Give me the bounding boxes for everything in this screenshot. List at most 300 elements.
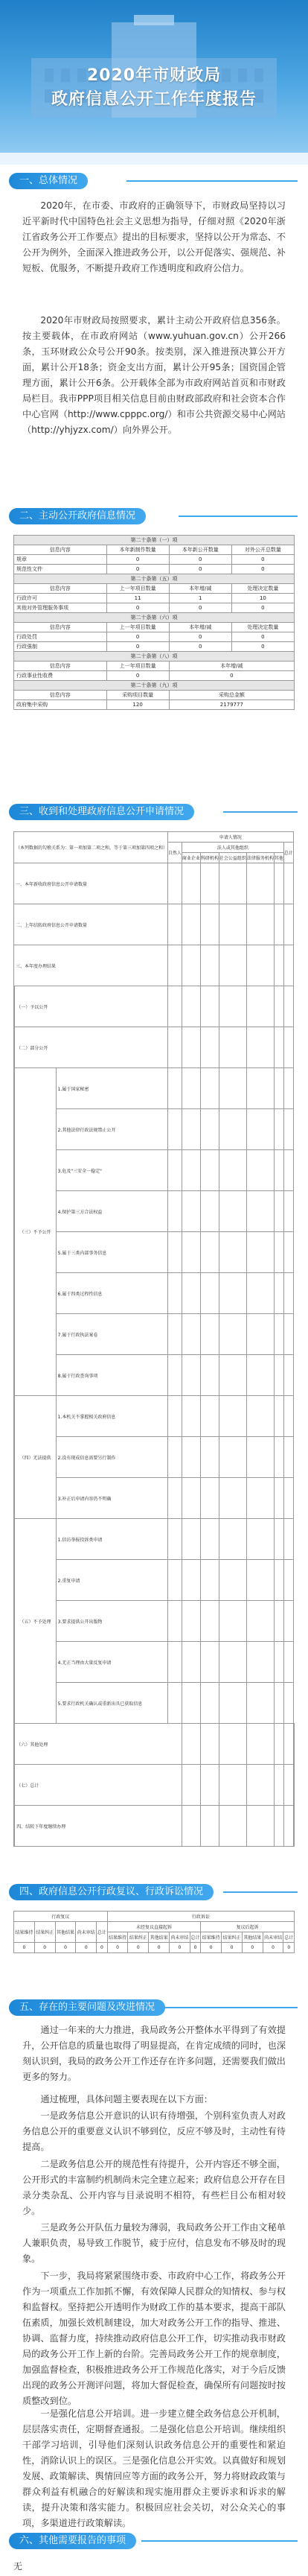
table-cell	[219, 1519, 246, 1560]
table-cell	[200, 1150, 219, 1191]
table-col-header: 信息内容	[14, 584, 107, 594]
table-cell	[219, 1068, 246, 1109]
table-cell	[167, 1437, 182, 1478]
table-cell	[274, 1314, 283, 1355]
table-col-header: 本年新制作数量	[106, 545, 169, 555]
table-cell: 0	[190, 1943, 200, 1953]
section-header-other	[0, 2530, 308, 2552]
table-cell	[182, 1724, 200, 1765]
table-cell	[246, 1273, 274, 1314]
table-row	[14, 1724, 295, 1765]
table-cell	[274, 1437, 283, 1478]
table-cell	[283, 1642, 293, 1683]
table-cell	[274, 1560, 283, 1601]
table-cell	[274, 863, 283, 904]
table-cell	[283, 1232, 293, 1273]
table-cell: 0	[14, 1943, 35, 1953]
table-cell: 0	[34, 1943, 55, 1953]
table-row	[14, 1150, 295, 1191]
table-row	[14, 863, 295, 904]
table-cell	[274, 986, 283, 1027]
table-cell	[274, 1724, 283, 1765]
table-cell	[200, 1478, 219, 1519]
section-title: 一、总体情况	[9, 173, 88, 189]
table-cell	[167, 1355, 182, 1396]
row-label: （一）予以公开	[15, 986, 168, 1027]
table-cell	[274, 1642, 283, 1683]
table-cell	[219, 1724, 246, 1765]
table-cell	[219, 1150, 246, 1191]
table-col-header: 本年增/减	[169, 662, 294, 671]
table-cell	[167, 1232, 182, 1273]
table-cell	[274, 1027, 283, 1068]
table-col-header: 行政诉讼	[107, 1912, 294, 1922]
table-row: 行政强制 0 0 0	[14, 642, 295, 652]
table-cell	[283, 1765, 293, 1806]
table-cell	[219, 1601, 246, 1642]
table-cell	[182, 1109, 200, 1150]
table-cell	[219, 1396, 246, 1437]
table-cell	[200, 1109, 219, 1150]
table-row: 行政事业性收费 0 0	[14, 671, 295, 681]
table-cell: 0	[55, 1943, 76, 1953]
table-col-header: 社会公益组织	[219, 853, 246, 863]
table-cell	[274, 1601, 283, 1642]
table-row	[14, 1068, 295, 1109]
table-cell	[246, 904, 274, 945]
table-cell	[246, 1683, 274, 1724]
table-cell	[167, 1478, 182, 1519]
table-cell	[283, 1683, 293, 1724]
table-row	[14, 1109, 295, 1150]
table-cell	[200, 1806, 219, 1847]
section-header-applications	[0, 801, 308, 823]
table-cell	[182, 1601, 200, 1642]
table-cell: 0	[283, 1943, 295, 1953]
table-cell	[274, 1683, 283, 1724]
table-col-header: 行政复议	[14, 1912, 108, 1922]
table-cell	[167, 1150, 182, 1191]
table-row	[14, 986, 295, 1027]
table-row	[14, 1396, 295, 1437]
table-cell	[283, 1355, 293, 1396]
table-cell: 0	[76, 1943, 97, 1953]
table-cell	[283, 1560, 293, 1601]
table-cell	[283, 1109, 293, 1150]
table-cell	[219, 1314, 246, 1355]
table-cell: 0	[242, 1943, 263, 1953]
table-cell	[182, 1478, 200, 1519]
table-cell	[219, 1560, 246, 1601]
table-cell	[246, 986, 274, 1027]
table-cell	[246, 1314, 274, 1355]
table-cell	[182, 1027, 200, 1068]
table-cell	[283, 945, 293, 986]
table-col-header: 结果纠正	[222, 1932, 243, 1943]
table-cell	[200, 1068, 219, 1109]
table-cell	[274, 1355, 283, 1396]
table-cell	[246, 1191, 274, 1232]
table-col-header: 信息内容	[14, 662, 107, 671]
table-cell	[182, 1191, 200, 1232]
table-cell	[200, 1765, 219, 1806]
table-col-header: 申请人情况	[167, 832, 293, 843]
table-cell	[219, 1806, 246, 1847]
table-cell	[274, 904, 283, 945]
table-cell	[274, 1232, 283, 1273]
table-cell	[200, 1396, 219, 1437]
table-cell	[246, 1150, 274, 1191]
row-label: 2.其他法律行政法规禁止公开	[56, 1109, 167, 1150]
table-cell	[182, 1355, 200, 1396]
table-cell	[246, 1724, 274, 1765]
table-cell	[274, 1273, 283, 1314]
section-header-active-disclosure	[0, 505, 308, 527]
table-cell	[200, 1273, 219, 1314]
table-cell	[167, 1068, 182, 1109]
row-label: （六）其他处理	[15, 1724, 182, 1765]
table-cell	[283, 904, 293, 945]
row-label: 四、结转下年度继续办理	[15, 1806, 182, 1847]
table-cell	[182, 1150, 200, 1191]
table-cell	[274, 1191, 283, 1232]
row-group-label: （五）不予处理	[15, 1519, 56, 1724]
table-row	[14, 1478, 295, 1519]
table-col-header: 自然人	[167, 843, 182, 863]
table-cell	[246, 1355, 274, 1396]
report-title-line1: 2020年市财政局	[86, 66, 222, 85]
row-label: 3.危及"三安全一稳定"	[56, 1150, 167, 1191]
table-cell	[167, 986, 182, 1027]
table-col-header: 总计	[190, 1932, 200, 1943]
row-label: 3.要求提供公开出版物	[56, 1601, 167, 1642]
section-title: 六、其他需要报告的事项	[9, 2533, 136, 2549]
table-cell	[246, 1642, 274, 1683]
row-label: 1.信访举报投诉类申请	[56, 1519, 167, 1560]
table-cell	[219, 945, 246, 986]
section-divider	[223, 811, 298, 813]
table-row	[14, 1560, 295, 1601]
table-col-header: 对外公开总数量	[231, 545, 294, 555]
table-cell	[182, 863, 200, 904]
table-col-header: 法律服务机构	[246, 853, 274, 863]
table-cell	[246, 1560, 274, 1601]
row-label: 2.没有现成信息需要另行制作	[56, 1437, 167, 1478]
table-cell	[274, 1150, 283, 1191]
row-label: 1.属于国家秘密	[56, 1068, 167, 1109]
overview-paragraph-2: 2020年市财政局按照要求，累计主动公开政府信息356条。按主要载体，在市政府网站（www.yuhuan.gov.cn）公开266条，玉环财政公众号公开90条。按类别，深入推进预决算公开方面，累计公开18条；资金支出方面，累计公开95条；国资国企管理方面，累计公开6条。公开载体全部为市政府网站首页和市财政局栏目。我市PPP项目相关信息目前由财政部政府和社会资本合作中心官网（http://www.cpppc.org/）和市公共资源交易中心网站（http://yhjyzx.com/）向外界公开。	[22, 315, 286, 435]
table-row	[14, 1765, 295, 1806]
table-col-header: 信息内容	[14, 545, 107, 555]
table-cell	[182, 1232, 200, 1273]
table-group-header: 第二十条第（八）项	[14, 652, 295, 662]
table-col-header: 信息内容	[14, 623, 107, 632]
table-col-header: 法人或其他组织	[182, 843, 283, 853]
table-cell	[200, 986, 219, 1027]
table-col-header: 未经复议直接起诉	[107, 1922, 201, 1932]
table-cell	[200, 1560, 219, 1601]
table-note: （本列数据的勾稽关系为：第一项加第二项之和，等于第三项加第四项之和）	[14, 832, 168, 863]
table-cell	[200, 1314, 219, 1355]
table-row: 其他对外管理服务事项 0 0 0	[14, 603, 295, 613]
table-cell	[274, 1519, 283, 1560]
table-cell	[182, 904, 200, 945]
table-col-header: 上一年项目数量	[106, 584, 169, 594]
table-cell	[200, 1437, 219, 1478]
table-cell	[182, 1314, 200, 1355]
table-cell	[293, 1724, 294, 1765]
table-cell	[200, 1519, 219, 1560]
table-cell	[167, 1642, 182, 1683]
table-cell	[246, 1519, 274, 1560]
table-col-header: 上一年项目数量	[106, 623, 169, 632]
table-cell	[167, 1109, 182, 1150]
row-label: 一、本年新收政府信息公开申请数量	[14, 863, 168, 904]
table-cell	[167, 863, 182, 904]
table-cell	[182, 1560, 200, 1601]
table-col-header: 其他结果	[149, 1932, 170, 1943]
table-cell	[167, 1273, 182, 1314]
problems-paragraph-5: 三是政务公开队伍力量较为薄弱，我局政务公开工作由文秘单人兼职负责，易导致工作脱节，疲于应付，信息发布不够及时的现象。	[22, 2222, 286, 2264]
row-label: 5.要求行政机关确认或重新出具已获取信息	[56, 1683, 167, 1724]
table-cell	[274, 1109, 283, 1150]
table-row: 规章 0 0 0	[14, 555, 295, 565]
row-label: 3.补正后申请内容仍不明确	[56, 1478, 167, 1519]
table-group-header: 第二十条第（五）项	[14, 574, 295, 584]
table-col-header: 结果纠正	[128, 1932, 149, 1943]
table-cell	[200, 945, 219, 986]
table-cell	[274, 945, 283, 986]
table-row	[14, 1273, 295, 1314]
table-col-header: 复议后起诉	[201, 1922, 295, 1932]
table-col-header: 上一年项目数量	[106, 662, 169, 671]
table-cell	[200, 1355, 219, 1396]
table-cell	[219, 1437, 246, 1478]
table-cell	[219, 1765, 246, 1806]
row-group-label: （四）无法提供	[15, 1396, 56, 1519]
table-cell	[246, 1601, 274, 1642]
table-cell	[167, 1683, 182, 1724]
table-cell	[182, 1806, 200, 1847]
table-cell	[283, 1150, 293, 1191]
table-cell	[200, 1601, 219, 1642]
table-cell: 0	[128, 1943, 149, 1953]
table-cell	[219, 863, 246, 904]
table-row	[14, 1601, 295, 1642]
table-cell	[246, 1396, 274, 1437]
table-cell	[283, 1724, 293, 1765]
table-row	[14, 1355, 295, 1396]
table-col-header: 尚未审结	[170, 1932, 190, 1943]
table-row: 行政处罚 0 0 0	[14, 632, 295, 642]
section-divider	[179, 515, 298, 517]
table-cell	[283, 1396, 293, 1437]
table-cell	[182, 945, 200, 986]
overview-paragraph-1: 2020年，在市委、市政府的正确领导下，市财政局坚持以习近平新时代中国特色社会主义思想为指导，仔细对照《2020年浙江省政务公开工作要点》提出的目标要求，坚持以公开为常态、不公开为例外，全面深入推进政务公开，以公开促落实、强规范、补短板、优服务，不断提升政府工作透明度和政府公信力。	[22, 200, 286, 273]
table-col-header: 采购总金额	[169, 691, 294, 700]
table-cell	[182, 1519, 200, 1560]
table-cell	[182, 1437, 200, 1478]
table-cell	[283, 1601, 293, 1642]
table-cell: 0	[97, 1943, 107, 1953]
table-cell	[219, 904, 246, 945]
table-row	[14, 1519, 295, 1560]
section-title: 五、存在的主要问题及改进情况	[9, 1999, 165, 2016]
table-cell: 0	[107, 1943, 128, 1953]
row-label: 5.属于三类内部事务信息	[56, 1232, 167, 1273]
table-cell	[182, 1683, 200, 1724]
problems-paragraph-2: 通过梳理，具体问题主要表现在以下方面：	[40, 2094, 213, 2104]
active-disclosure-table	[13, 535, 295, 710]
row-label: 2.重复申请	[56, 1560, 167, 1601]
report-title-line2: 政府信息公开工作年度报告	[51, 90, 257, 109]
table-row: 规范性文件 0 0 0	[14, 565, 295, 574]
row-label: 6.属于四类过程性信息	[56, 1273, 167, 1314]
table-cell	[246, 1068, 274, 1109]
table-cell	[182, 1068, 200, 1109]
table-cell	[246, 1027, 274, 1068]
table-cell	[283, 1027, 293, 1068]
table-cell: 0	[263, 1943, 283, 1953]
row-label: 7.属于行政执法案卷	[56, 1314, 167, 1355]
row-label: 1.本机关不掌握相关政府信息	[56, 1396, 167, 1437]
table-cell	[182, 986, 200, 1027]
table-col-header: 本年增/减	[169, 623, 231, 632]
problems-paragraph-1: 通过一年来的大力推进，我局政务公开整体水平得到了有效提升，公开信息的质量也取得了明显提高，在肯定成绩的同时，也深刻认识到，我局的政务公开工作还存在许多问题，还需要我们做出更多的努力。	[22, 2025, 286, 2082]
section-divider	[164, 2007, 298, 2008]
table-col-header: 尚未审结	[263, 1932, 283, 1943]
table-cell	[283, 1068, 293, 1109]
table-cell	[219, 1109, 246, 1150]
table-col-header: 科研机构	[200, 853, 219, 863]
problems-paragraph-6: 下一步，我局将紧紧围绕市委、市政府中心工作，将政务公开作为一项重点工作加抓不懈，有效保障人民群众的知情权、参与权和监督权。坚持把公开透明作为财政工作的基本要求，提高干部队伍素质，加强长效机制建设，加大对政务公开工作的指导、推进、协调、监督力度，持续推动政府信息公开工作，切实推动我市财政局的政务公开工作上新的台阶。完善局政务公开工作的规章制度，加强监督检查，积极推进政务公开工作规范化落实，对于今后反馈出现的政务公开测评问题，将加大督促检查，确保所有问题按时按质整改到位。	[22, 2271, 286, 2406]
table-cell	[219, 1273, 246, 1314]
report-title	[0, 64, 308, 112]
row-label: （二）部分公开	[15, 1027, 168, 1068]
table-cell	[200, 904, 219, 945]
row-label: （七）总计	[15, 1765, 182, 1806]
table-group-header: 第二十条第（一）项	[14, 536, 295, 545]
table-cell	[283, 1478, 293, 1519]
table-cell	[167, 1191, 182, 1232]
table-row	[14, 1642, 295, 1683]
row-label: 二、上年结转政府信息公开申请数量	[14, 904, 168, 945]
table-cell	[219, 986, 246, 1027]
table-cell	[167, 945, 182, 986]
table-cell	[283, 1191, 293, 1232]
table-col-header: 本年新公开数量	[169, 545, 231, 555]
row-label: 4.无正当理由大量反复申请	[56, 1642, 167, 1683]
table-cell	[246, 863, 274, 904]
table-cell	[293, 1806, 294, 1847]
table-row	[14, 1806, 295, 1847]
table-col-header: 尚未审结	[76, 1922, 97, 1943]
table-cell	[293, 1765, 294, 1806]
table-cell	[219, 1027, 246, 1068]
table-cell	[274, 1765, 283, 1806]
table-cell	[167, 1027, 182, 1068]
table-cell	[167, 1601, 182, 1642]
table-cell	[246, 1806, 274, 1847]
table-cell	[246, 1478, 274, 1519]
table-cell	[283, 1806, 293, 1847]
table-cell	[200, 1642, 219, 1683]
table-col-header: 信息内容	[14, 691, 107, 700]
problems-paragraph-7: 一是强化信息公开培训。进一步建立健全政务信息公开机制，层层落实责任，定期督查通报。二是强化信息公开培训。继续组织干部学习培训，引导他们深刻认识政务信息公开的重要性和紧迫性，消除认识上的误区。三是强化信息公开实效。以真做好和规划发展、政策解读、舆情回应等方面的政务公开，努力将财政政策与群众利益有机融合的好解读和现实施用群众主要诉求和诉求的解读，提升决策和落实能力。积极回应社会关切，对公众关心的事项，多渠道进行政策解读。	[22, 2408, 286, 2528]
row-group-label: （三）不予公开	[15, 1068, 56, 1396]
table-cell	[167, 904, 182, 945]
table-row	[14, 1683, 295, 1724]
table-cell	[246, 945, 274, 986]
applications-table	[13, 831, 295, 1847]
row-label: 4.保护第三方合法权益	[56, 1191, 167, 1232]
table-cell	[219, 1478, 246, 1519]
table-col-header: 采购项目数量	[106, 691, 169, 700]
row-label: 8.属于行政查询事项	[56, 1355, 167, 1396]
table-row	[14, 1314, 295, 1355]
hero-band	[0, 153, 308, 165]
table-cell	[274, 1806, 283, 1847]
table-col-header: 结果维持	[107, 1932, 128, 1943]
table-cell	[283, 1437, 293, 1478]
table-row: 政府集中采购 120 2179777	[14, 700, 295, 710]
table-cell	[246, 1109, 274, 1150]
section-divider	[141, 2540, 298, 2542]
table-cell: 0	[149, 1943, 170, 1953]
section-divider	[126, 180, 298, 182]
table-row	[14, 1437, 295, 1478]
table-cell	[219, 1191, 246, 1232]
table-col-header: 本年增/减	[169, 584, 231, 594]
table-col-header: 结果维持	[201, 1932, 222, 1943]
table-cell	[167, 1314, 182, 1355]
problems-paragraph-4: 二是政务信息公开的规范性有待提升，公开内容还不够全面，公开形式的丰富制约机制尚未完全建立起来；政府信息公开存在目录分类杂乱、公开内容与目录说明不相符，有些栏目公布相对较少。	[22, 2159, 286, 2216]
table-row	[14, 1943, 295, 1953]
table-cell	[283, 863, 293, 904]
table-col-header: 结果维持	[14, 1922, 35, 1943]
table-cell	[200, 1191, 219, 1232]
table-cell	[200, 1232, 219, 1273]
table-group-header: 第二十条第（九）项	[14, 681, 295, 691]
table-col-header: 其他	[274, 853, 283, 863]
table-cell	[283, 1519, 293, 1560]
table-col-header: 其他结果	[55, 1922, 76, 1943]
table-row: 行政许可 11 1 10	[14, 594, 295, 603]
table-cell	[246, 1765, 274, 1806]
table-cell	[182, 1396, 200, 1437]
table-cell	[200, 1027, 219, 1068]
hero-banner	[0, 0, 308, 153]
table-cell	[283, 1314, 293, 1355]
table-cell	[283, 1273, 293, 1314]
section-header-review-litigation	[0, 1881, 308, 1903]
table-cell	[200, 1683, 219, 1724]
other-matters-text: 无	[13, 2561, 23, 2572]
table-cell	[274, 1396, 283, 1437]
table-col-header: 总计	[97, 1922, 107, 1943]
table-cell	[219, 1232, 246, 1273]
problems-paragraph-3: 一是政务信息公开意识的认识有待增强，个别科室负责人对政务信息公开的重要意义认识不够到位，反应不够及时，主动性有待提高。	[22, 2110, 286, 2152]
table-col-header: 结果纠正	[34, 1922, 55, 1943]
table-cell	[219, 1683, 246, 1724]
section-title: 三、收到和处理政府信息公开申请情况	[9, 804, 194, 820]
table-cell	[167, 1519, 182, 1560]
table-row	[14, 945, 295, 986]
table-cell: 0	[170, 1943, 190, 1953]
table-col-header: 商业企业	[182, 853, 200, 863]
table-cell: 0	[201, 1943, 222, 1953]
table-row	[14, 1191, 295, 1232]
